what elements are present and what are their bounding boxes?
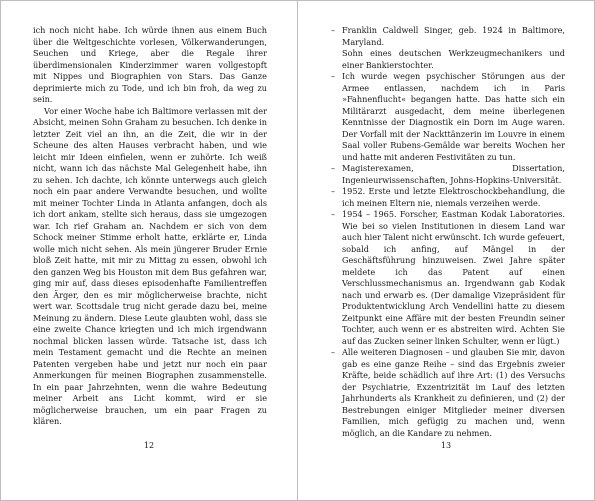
dash: – bbox=[331, 186, 336, 196]
dash: – bbox=[331, 209, 336, 219]
list-item bbox=[331, 71, 565, 163]
paragraph: Vor einer Woche habe ich Baltimore verlassen mit der Absicht, meinen Sohn Graham zu besuchen. Ich denke in letzter Zeit viel an ihn, an die Zeit, die wir in der Scheune des alten Hauses verbracht haben, und wie leicht mir Ideen einfielen, wenn er zuhörte. Ich weiß nicht, wann ich das nächste Mal Gelegenheit habe, ihn zu sehen. Ich dachte, ich könnte unterwegs auch gleich noch ein paar andere Verwandte besuchen, und wollte mit meiner Tochter Linda in Atlanta anfangen, doch als ich dort ankam, stellte sich heraus, dass sie umgezogen war. Ich rief Graham an. Nachdem er sich von dem Schock meiner Stimme erholt hatte, erklärte er, Linda wolle mich nicht sehen. Als mein jüngerer Bruder Ernie bloß Zeit hatte, mit mir zu Mittag zu essen, obwohl ich den ganzen Weg bis Houston mit dem Bus gefahren war, ging mir auf, dass dieses episodenhafte Familientreffen den Ärger, den es mir möglicherweise brachte, nicht wert war. Scottsdale trug nicht gerade dazu bei, meine Meinung zu ändern. Diese Leute glaubten wohl, dass sie eine zweite Chance kriegten und ich mich irgendwann nochmal blicken lassen würde. Tatsache ist, dass ich mein Testament gemacht und die Rechte an meinen Patenten vergeben habe und jetzt nur noch ein paar Anmerkungen für meinen Biographen zusammenstelle. In ein paar Jahrzehnten, wenn die wahre Bedeutung meiner Arbeit ans Licht kommt, wird er sie möglicherweise brauchen, um ein paar Fragen zu klären. bbox=[33, 105, 267, 426]
list-item-text: Alle weiteren Diagnosen – und glauben Sie mir, davon gab es eine ganze Reihe – sind das Ergebnis zweier Kräfte, beide schädlich auf ihre Art: (1) des Versuchs der Psychiatrie, Exzentrizität im Lauf des letzten Jahrhunderts als Krankheit zu definieren, und (2) der Bestrebungen einiger Mitglieder meiner diversen Familien, mich gefügig zu machen und, wenn möglich, an die Kandare zu nehmen. bbox=[342, 347, 565, 438]
list-item bbox=[331, 25, 565, 71]
list-item-text: 1954 – 1965. Forscher, Eastman Kodak Laboratories. Wie bei so vielen Institutionen in diesem Land war auch hier Talent nicht erwünscht. Ich wurde gefeuert, sobald ich anfing, auf Mängel in der Geschäftsführung hinzuweisen. Zwei Jahre später meldete ich das Patent auf einen Verschlussmechanismus an. Irgendwann gab Kodak nach und erwarb es. (Der damalige Vizepräsident für Produktentwicklung Arch Vendellini hatte zu diesem Zeitpunkt eine Affäre mit der besten Freundin seiner Tochter, auch wenn er es abstreiten wird. Achten Sie auf das Zucken seiner linken Schulter, wenn er lügt.) bbox=[342, 209, 565, 346]
dash: – bbox=[331, 25, 336, 35]
list-item bbox=[331, 209, 565, 347]
left-page bbox=[1, 1, 297, 500]
right-page bbox=[298, 1, 594, 500]
list-item-text: Sohn eines deutschen Werkzeugmechanikers und einer Bankierstochter. bbox=[342, 48, 565, 70]
list-item bbox=[331, 163, 565, 186]
dash: – bbox=[331, 163, 336, 173]
page-number: 13 bbox=[440, 441, 452, 450]
paragraph: ich noch nicht habe. Ich würde ihnen aus einem Buch über die Weltgeschichte vorlesen, Völkerwanderungen, Seuchen und Kriege, aber die Regale ihrer überdimensionalen Kinderzimmer waren vollgestopft mit Nippes und Biographien von Stars. Das Ganze deprimierte mich zu Tode, und ich bin froh, da weg zu sein. bbox=[33, 25, 267, 104]
list-item-text: Ich wurde wegen psychischer Störungen aus der Armee entlassen, nachdem ich in Paris »Fahnenflucht« begangen hatte. Das hatte sich ein Militärarzt ausgedacht, dem meine überlegenen Kenntnisse der Diagnostik ein Dorn im Auge waren. Der Vorfall mit der Nackttänzerin im Louvre in einem Saal voller Rubens-Gemälde war bereits Wochen her und hatte mit anderen Festivitäten zu tun. bbox=[342, 71, 565, 162]
right-page-text bbox=[331, 25, 565, 439]
list-item-text: Franklin Caldwell Singer, geb. 1924 in Baltimore, Maryland. bbox=[342, 25, 565, 47]
page-number: 12 bbox=[143, 441, 155, 450]
dash: – bbox=[331, 347, 336, 357]
dash: – bbox=[331, 71, 336, 81]
list-item-text: Magisterexamen, Dissertation, Ingenieurwissenschaften, Johns-Hopkins-Universität. bbox=[342, 163, 565, 185]
list-item bbox=[331, 347, 565, 439]
list-item bbox=[331, 186, 565, 209]
list-item-text: 1952. Erste und letzte Elektroschockbehandlung, die ich meinen Eltern nie, niemals verzeihen werde. bbox=[342, 186, 565, 208]
left-page-text bbox=[33, 25, 267, 428]
